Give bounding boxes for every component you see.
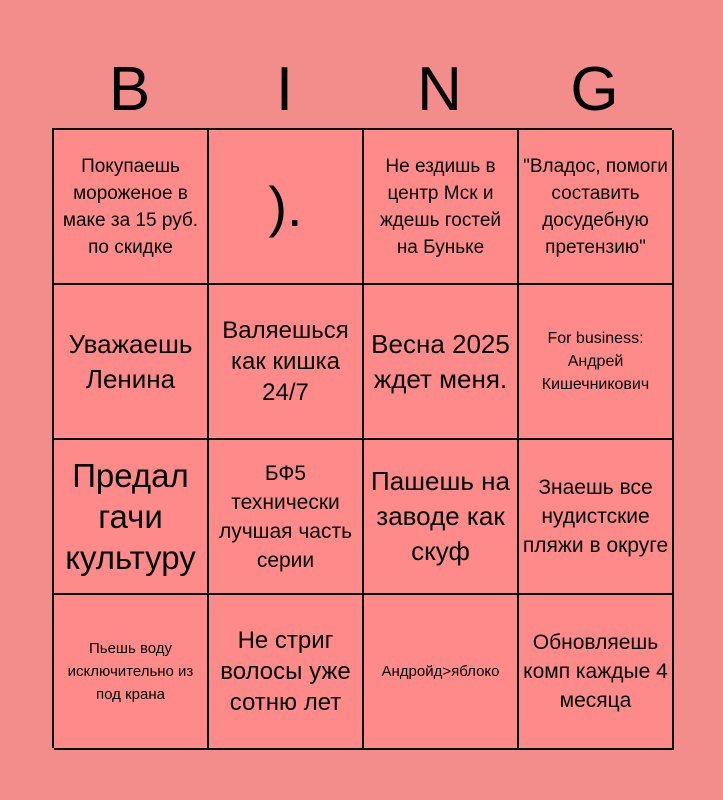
cell-text: Весна 2025 ждет меня. xyxy=(371,328,510,394)
cell-text: Пашешь на заводе как скуф xyxy=(371,466,510,566)
header-letter-n: N xyxy=(417,55,462,124)
bingo-cell[interactable] xyxy=(54,440,209,595)
cell-text: Андройд>яблоко xyxy=(381,663,500,680)
cell-text: Не стриг волосы уже сотню лет xyxy=(220,627,351,716)
header-letter-i: I xyxy=(275,55,294,124)
cell-text: ). xyxy=(268,174,303,238)
bingo-cell[interactable] xyxy=(209,595,364,750)
bingo-grid xyxy=(52,128,672,748)
cell-text: Уважаешь Ленина xyxy=(68,328,193,394)
cell-text: "Владос, помоги составить досудебную претензию" xyxy=(523,155,668,258)
bingo-cell[interactable] xyxy=(519,440,674,595)
bingo-cell[interactable] xyxy=(364,595,519,750)
cell-text: Знаешь все нудистские пляжи в округе xyxy=(522,476,669,557)
cell-text: Покупаешь мороженое в маке за 15 руб. по скидке xyxy=(62,155,199,258)
cell-text: Валяешься как кишка 24/7 xyxy=(222,317,349,406)
bingo-cell[interactable] xyxy=(364,130,519,285)
bingo-cell[interactable] xyxy=(54,595,209,750)
bingo-cell[interactable] xyxy=(209,285,364,440)
cell-text: БФ5 технически лучшая часть серии xyxy=(218,461,353,572)
cell-text: For business: Андрей Кишечникович xyxy=(541,330,650,393)
bingo-cell[interactable] xyxy=(519,285,674,440)
bingo-cell[interactable] xyxy=(519,595,674,750)
bingo-cell[interactable] xyxy=(364,440,519,595)
cell-text: Не ездишь в центр Мск и ждешь гостей на Буньке xyxy=(379,155,502,258)
header-letter-g: G xyxy=(570,55,619,124)
bingo-cell[interactable] xyxy=(364,285,519,440)
bingo-cell[interactable] xyxy=(519,130,674,285)
cell-text: Пьешь воду исключительно из под крана xyxy=(67,640,194,703)
cell-text: Предал гачи культуру xyxy=(65,457,196,576)
bingo-cell[interactable] xyxy=(54,285,209,440)
bingo-header xyxy=(52,52,672,128)
bingo-cell[interactable] xyxy=(54,130,209,285)
header-letter-b: B xyxy=(108,55,151,124)
cell-text: Обновляешь комп каждые 4 месяца xyxy=(523,631,668,712)
bingo-cell[interactable] xyxy=(209,130,364,285)
bingo-cell[interactable] xyxy=(209,440,364,595)
